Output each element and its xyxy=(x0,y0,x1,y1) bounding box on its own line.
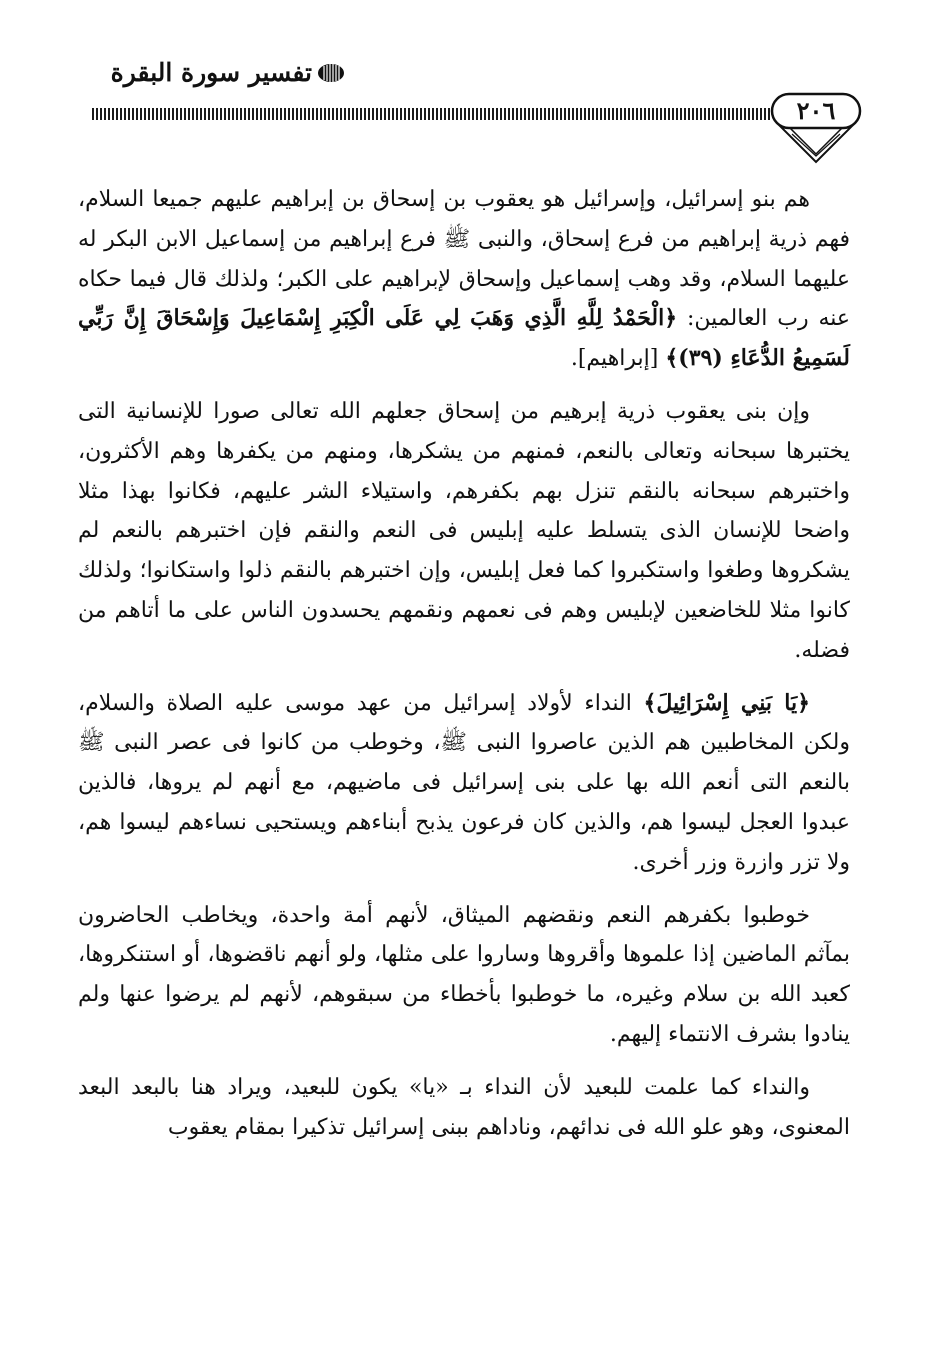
paragraph-text: النداء لأولاد إسرائيل من عهد موسى عليه الصلاة والسلام، ولكن المخاطبين هم الذين عاصروا النبى ﷺ، وخوطب من كانوا فى عصر النبى ﷺ بالنعم التى أنعم الله بها على بنى إسرائيل فى ماضيهم، مع أنهم لم يروها، فالذين عبدوا العجل ليسوا هم، والذين كان فرعون يذبح أبناءهم ويستحيى نساءهم ليسوا هم، ولا تزر وازرة وزر أخرى. xyxy=(78,690,850,875)
paragraph-4 xyxy=(78,896,850,1055)
quran-verse: ﴿يَا بَنِي إِسْرَائِيلَ﴾ xyxy=(643,689,810,716)
paragraph-2 xyxy=(78,392,850,671)
paragraph-text: وإن بنى يعقوب ذرية إبرهيم من إسحاق جعلهم الله تعالى صورا للإنسانية التى يختبرها سبحانه وتعالى بالنعم، فمنهم من يشكرها، ومنهم من يكفرها وهم الأكثرون، واختبرهم سبحانه بالنقم تنزل بهم بكفرهم، واستيلاء الشر عليهم، فكانوا بهذا مثلا واضحا للإنسان الذى يتسلط عليه إبليس فى النعم والنقم فإن اختبرهم بالنعم لم يشكروها وطغوا واستكبروا كما فعل إبليس، وإن اختبرهم بالنقم ذلوا واستكانوا؛ ولذلك كانوا مثلا للخاضعين لإبليس وهم فى نعمهم ونقمهم يحسدون الناس على ما أتاهم من فضله. xyxy=(78,398,851,663)
paragraph-text: خوطبوا بكفرهم النعم ونقضهم الميثاق، لأنهم أمة واحدة، ويخاطب الحاضرون بمآثم الماضين إذا علموها وأقروها وساروا على مثلها، ولو أنهم ناقضوها، أو استنكروها، كعبد الله بن سلام وغيره، ما خوطبوا بأخطاء من سبقوهم، لأنهم لم يرضوا عنها ولم ينادوا بشرف الانتماء إليهم. xyxy=(78,902,850,1047)
paragraph-text: والنداء كما علمت للبعيد لأن النداء بـ «يا» يكون للبعيد، ويراد هنا بالبعد البعد المعنوى، وهو علو الله فى ندائهم، وناداهم ببنى إسرائيل تذكيرا بمقام يعقوب xyxy=(78,1074,850,1140)
header-rule xyxy=(92,108,770,120)
paragraph-1 xyxy=(78,180,850,379)
running-header-title: تفسير سورة البقرة xyxy=(110,58,312,87)
page-number: ٢٠٦ xyxy=(796,96,836,125)
header-ornament-icon xyxy=(316,62,346,84)
verse-citation: [إبراهيم]. xyxy=(570,346,659,372)
paragraph-3 xyxy=(78,684,850,883)
page-body xyxy=(78,180,850,1160)
quran-verse: ﴿الْحَمْدُ لِلَّهِ الَّذِي وَهَبَ لِي عَلَى الْكِبَرِ إِسْمَاعِيلَ وَإِسْحَاقَ إِنَّ رَبِّي لَسَمِيعُ الدُّعَاءِ (٣٩)﴾ xyxy=(78,305,850,372)
paragraph-text: هم بنو إسرائيل، وإسرائيل هو يعقوب بن إسحاق بن إبراهيم عليهم جميعا السلام، فهم ذرية إبراهيم من فرع إسحاق، والنبى ﷺ فرع إبراهيم من إسماعيل الابن البكر له عليهما السلام، وقد وهب إسماعيل وإسحاق لإبراهيم على الكبر؛ ولذلك قال فيما حكاه عنه رب العالمين: xyxy=(78,187,850,332)
paragraph-5 xyxy=(78,1068,850,1148)
